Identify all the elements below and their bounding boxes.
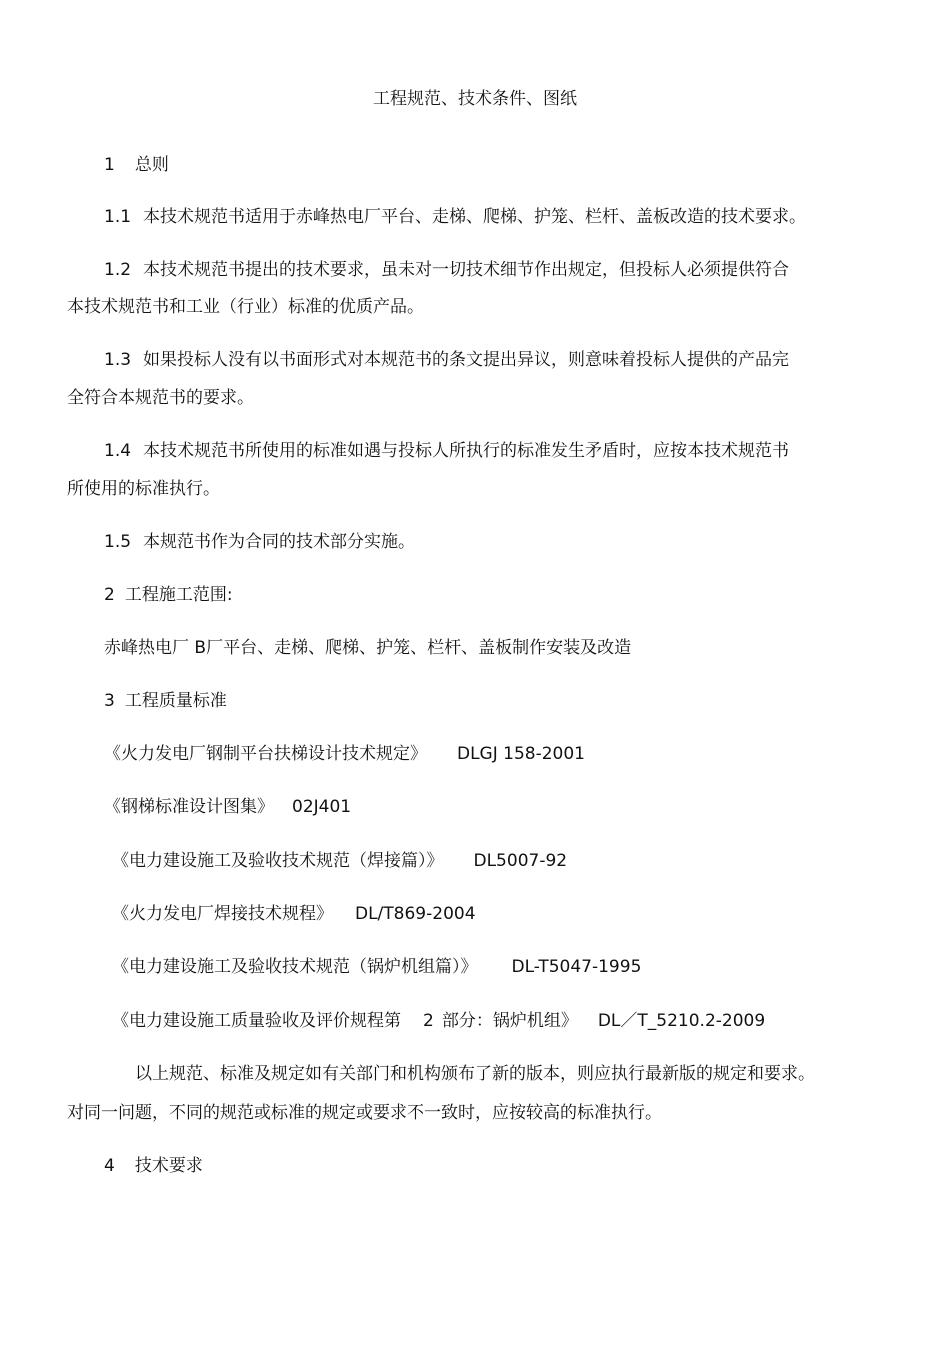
clause-1-1-number: 1.1 — [104, 207, 132, 227]
clause-1-1 — [104, 206, 806, 228]
standard-code: DL-T5047-1995 — [511, 957, 642, 977]
section-4-number: 4 — [104, 1156, 115, 1176]
clause-1-3-line-2: 全符合本规范书的要求。 — [67, 388, 254, 408]
section-2-number: 2 — [104, 585, 115, 605]
standard-code: DLGJ 158-2001 — [457, 744, 585, 764]
clause-1-4-line-2: 所使用的标准执行。 — [67, 479, 220, 499]
section-2-title: 工程施工范围: — [124, 585, 233, 605]
standard-code: DL/T869-2004 — [355, 904, 476, 924]
scope-text: 赤峰热电厂 B厂平台、走梯、爬梯、护笼、栏杆、盖板制作安装及改造 — [104, 638, 632, 658]
section-1-title: 总则 — [134, 155, 169, 175]
clause-1-5-line-1: 本规范书作为合同的技术部分实施。 — [143, 532, 416, 552]
section-3-number: 3 — [104, 691, 115, 711]
standard-item — [112, 956, 641, 978]
clause-1-4-line-1: 本技术规范书所使用的标准如遇与投标人所执行的标准发生矛盾时，应按本技术规范书 — [143, 441, 790, 461]
standard-item — [104, 743, 585, 765]
clause-1-2-line-1: 本技术规范书提出的技术要求，虽未对一切技术细节作出规定，但投标人必须提供符合 — [143, 260, 790, 280]
standards-note-line-1: 以上规范、标准及规定如有关部门和机构颁布了新的版本，则应执行最新版的规定和要求。 — [135, 1064, 815, 1084]
section-3-heading — [104, 690, 227, 712]
standard-name-tail: 部分：锅炉机组》 — [441, 1011, 578, 1031]
clause-1-3 — [104, 349, 789, 371]
page-title: 工程规范、技术条件、图纸 — [373, 89, 577, 109]
clause-1-4-number: 1.4 — [104, 441, 132, 461]
standard-item — [104, 796, 351, 818]
clause-1-3-number: 1.3 — [104, 350, 132, 370]
standard-code: 02J401 — [292, 797, 352, 817]
standard-name: 《电力建设施工及验收技术规范（锅炉机组篇）》 — [112, 957, 478, 977]
clause-1-1-line-1: 本技术规范书适用于赤峰热电厂平台、走梯、爬梯、护笼、栏杆、盖板改造的技术要求。 — [143, 207, 807, 227]
clause-1-5 — [104, 531, 415, 553]
standards-note-line-2: 对同一问题，不同的规范或标准的规定或要求不一致时，应按较高的标准执行。 — [67, 1103, 662, 1123]
clause-1-5-number: 1.5 — [104, 532, 132, 552]
clause-1-4 — [104, 440, 789, 462]
clause-1-2 — [104, 259, 789, 281]
section-3-title: 工程质量标准 — [124, 691, 227, 711]
section-1-heading — [104, 154, 169, 176]
section-4-title: 技术要求 — [134, 1156, 203, 1176]
standard-name: 《火力发电厂焊接技术规程》 — [112, 904, 333, 924]
clause-1-2-number: 1.2 — [104, 260, 132, 280]
standard-item — [112, 1010, 765, 1032]
section-4-heading — [104, 1155, 203, 1177]
standard-name: 《火力发电厂钢制平台扶梯设计技术规定》 — [104, 744, 427, 764]
standard-code: DL／T_5210.2-2009 — [597, 1011, 766, 1031]
standard-name: 《电力建设施工及验收技术规范（焊接篇）》 — [112, 851, 444, 871]
clause-1-3-line-1: 如果投标人没有以书面形式对本规范书的条文提出异议，则意味着投标人提供的产品完 — [143, 350, 790, 370]
standard-code: DL5007-92 — [473, 851, 568, 871]
standard-name: 《电力建设施工质量验收及评价规程第 — [112, 1011, 401, 1031]
standard-name: 《钢梯标准设计图集》 — [104, 797, 274, 817]
clause-1-2-line-2: 本技术规范书和工业（行业）标准的优质产品。 — [67, 297, 424, 317]
standard-name-number: 2 — [423, 1011, 434, 1031]
standard-item — [112, 903, 476, 925]
section-1-number: 1 — [104, 155, 115, 175]
standard-item — [112, 850, 567, 872]
section-2-heading — [104, 584, 233, 606]
